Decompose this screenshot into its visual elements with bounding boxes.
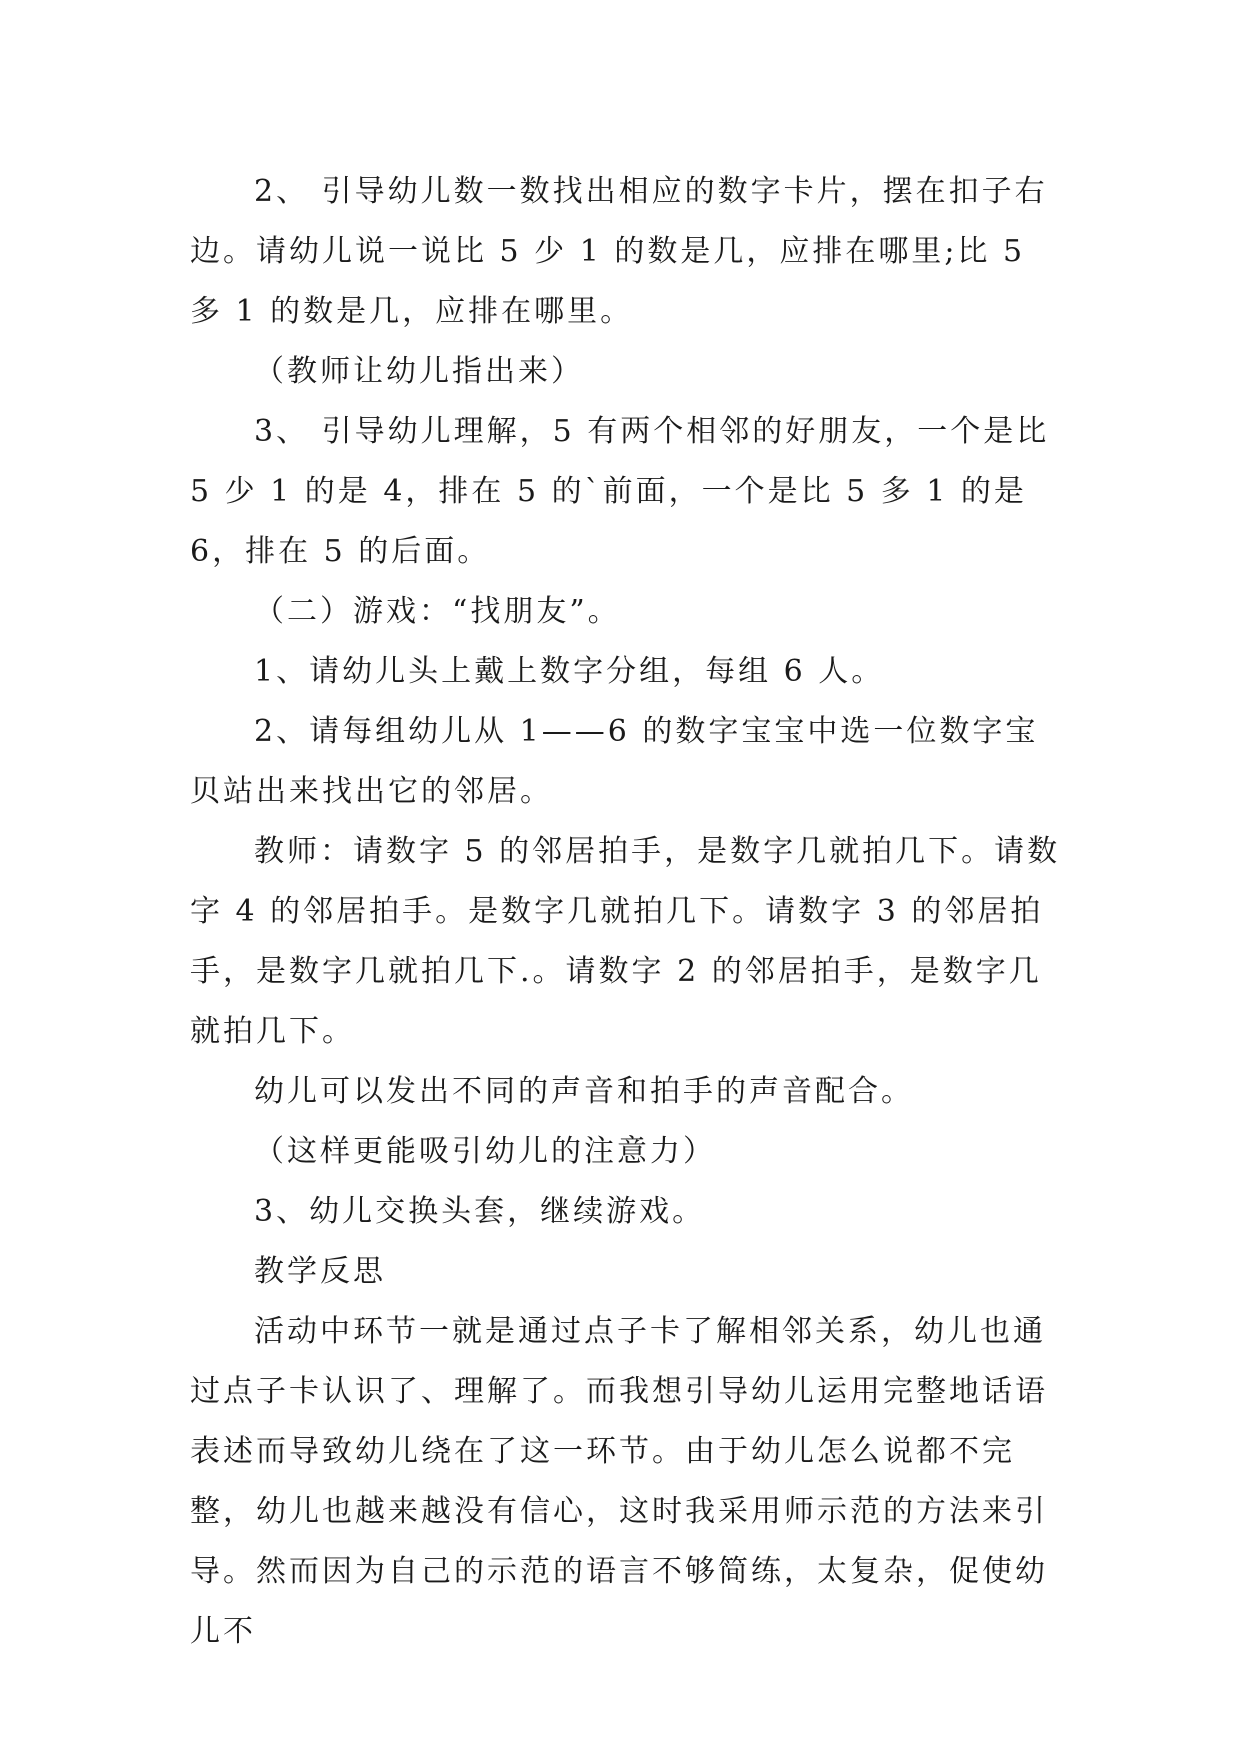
paragraph-step-3-neighbors: 3、 引导幼儿理解，5 有两个相邻的好朋友，一个是比 5 少 1 的是 4，排在 5 的`前面，一个是比 5 多 1 的是 6，排在 5 的后面。 xyxy=(190,414,1062,569)
document-body xyxy=(190,162,1070,1662)
paragraph-game-step-1: 1、请幼儿头上戴上数字分组，每组 6 人。 xyxy=(254,654,885,689)
paragraph-game-step-3: 3、幼儿交换头套，继续游戏。 xyxy=(254,1194,706,1229)
paragraph-step-2-number-cards: 2、 引导幼儿数一数找出相应的数字卡片，摆在扣子右边。请幼儿说一说比 5 少 1 的数是几，应排在哪里;比 5 多 1 的数是几，应排在哪里。 xyxy=(190,174,1048,329)
paragraph-sound-note: 幼儿可以发出不同的声音和拍手的声音配合。 xyxy=(254,1074,914,1109)
paragraph-teacher-instructions: 教师：请数字 5 的邻居拍手，是数字几就拍几下。请数字 4 的邻居拍手。是数字几就拍几下。请数字 3 的邻居拍手，是数字几就拍几下.。请数字 2 的邻居拍手，是数字几就拍几下。 xyxy=(190,834,1061,1049)
paragraph-game-step-2: 2、请每组幼儿从 1——6 的数字宝宝中选一位数字宝贝站出来找出它的邻居。 xyxy=(190,714,1039,809)
section-heading-reflection: 教学反思 xyxy=(254,1254,386,1289)
paragraph-attention-note: （这样更能吸引幼儿的注意力） xyxy=(254,1134,716,1169)
paragraph-game-heading: （二）游戏：“找朋友”。 xyxy=(254,594,621,629)
paragraph-teacher-note: （教师让幼儿指出来） xyxy=(254,354,584,389)
paragraph-reflection-body: 活动中环节一就是通过点子卡了解相邻关系，幼儿也通过点子卡认识了、理解了。而我想引导幼儿运用完整地话语表述而导致幼儿绕在了这一环节。由于幼儿怎么说都不完整，幼儿也越来越没有信心，这时我采用师示范的方法来引导。然而因为自己的示范的语言不够简练，太复杂，促使幼儿不 xyxy=(190,1314,1048,1649)
